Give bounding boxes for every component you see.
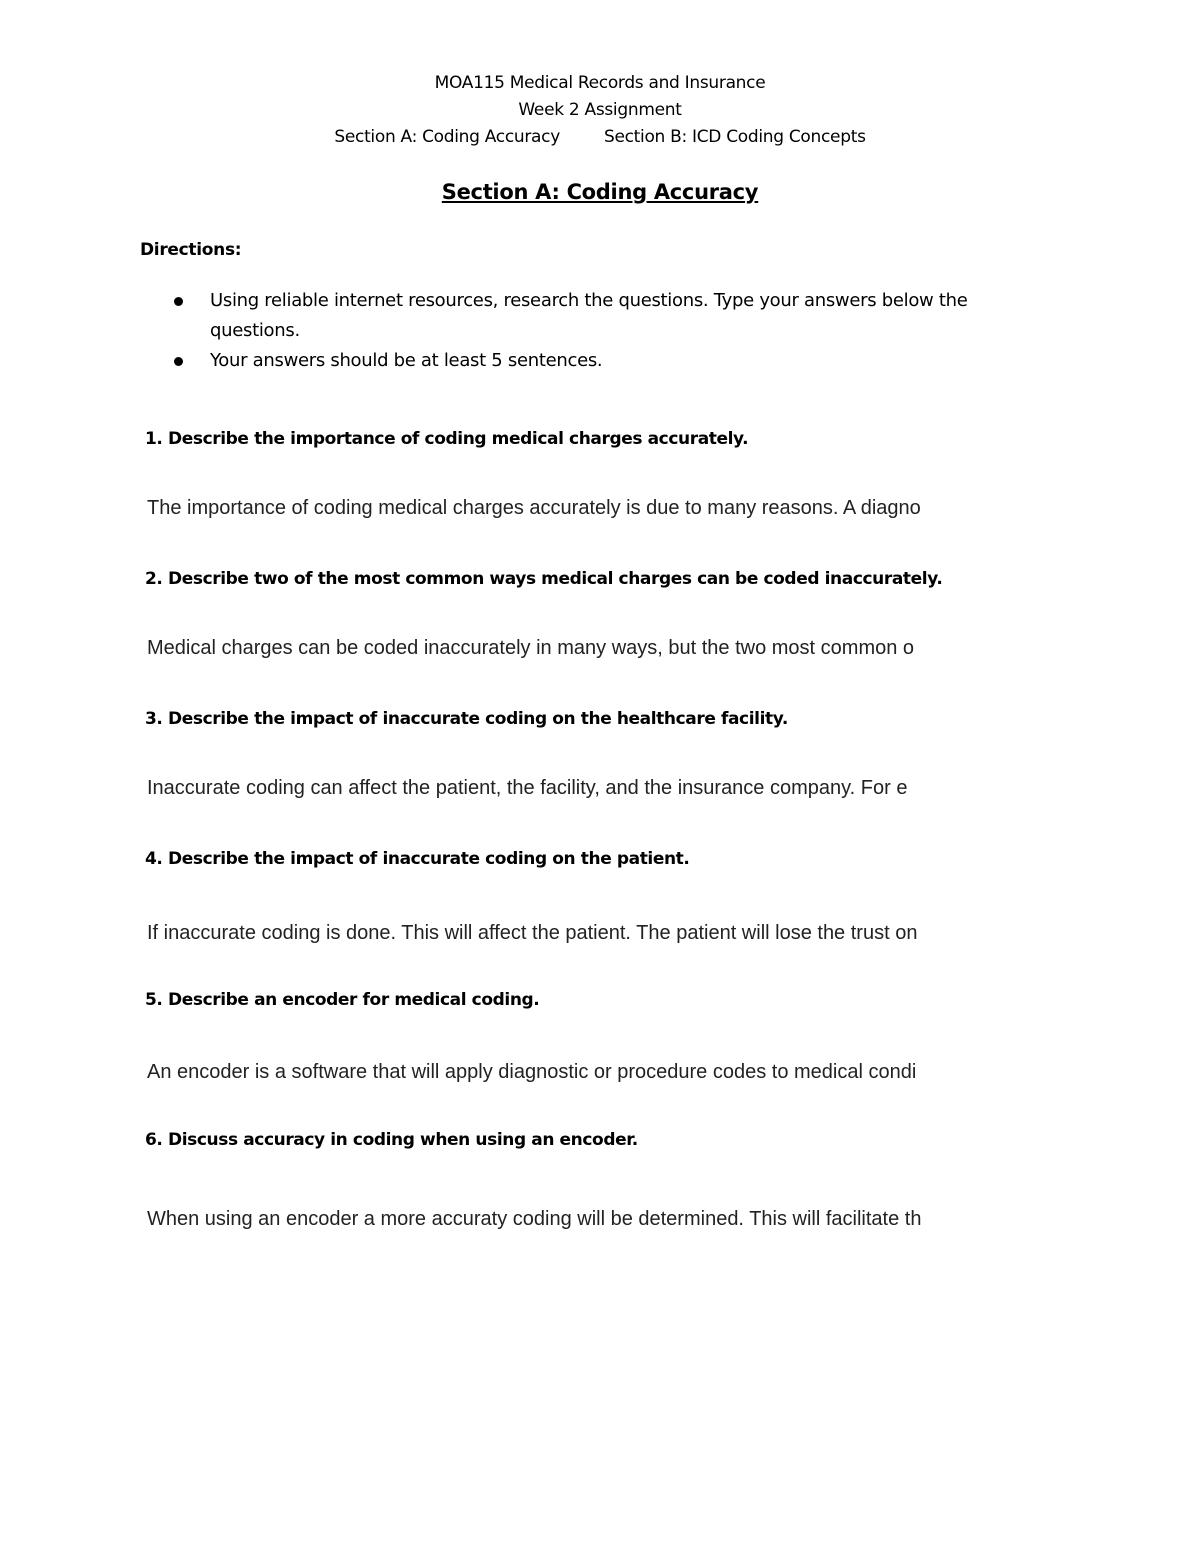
assignment-title: Week 2 Assignment xyxy=(518,100,682,120)
section-b-label: Section B: ICD Coding Concepts xyxy=(603,127,866,147)
question-2: 2. Describe two of the most common ways medical charges can be coded inaccurately. xyxy=(145,569,943,589)
question-6: 6. Discuss accuracy in coding when using an encoder. xyxy=(145,1130,638,1150)
answer-4: If inaccurate coding is done. This will affect the patient. The patient will lose the trust on xyxy=(147,922,918,944)
directions-label: Directions: xyxy=(140,240,242,260)
directions-item-text: Using reliable internet resources, research the questions. Type your answers below the questions. xyxy=(210,290,968,341)
question-4: 4. Describe the impact of inaccurate coding on the patient. xyxy=(145,849,690,869)
section-heading: Section A: Coding Accuracy xyxy=(441,180,759,204)
answer-6: When using an encoder a more accuraty coding will be determined. This will facilitate th xyxy=(147,1208,922,1230)
list-item xyxy=(174,286,1054,346)
question-5: 5. Describe an encoder for medical coding. xyxy=(145,990,540,1010)
bullet-icon xyxy=(174,357,183,366)
answer-2: Medical charges can be coded inaccurately in many ways, but the two most common o xyxy=(147,637,915,659)
list-item xyxy=(174,346,1054,376)
answer-1: The importance of coding medical charges accurately is due to many reasons. A diagno xyxy=(147,497,921,519)
course-title: MOA115 Medical Records and Insurance xyxy=(434,73,766,93)
bullet-icon xyxy=(174,297,183,306)
answer-5: An encoder is a software that will apply diagnostic or procedure codes to medical condi xyxy=(147,1061,917,1083)
directions-item-text: Your answers should be at least 5 sentences. xyxy=(210,350,603,371)
section-list xyxy=(0,127,1200,147)
directions-list xyxy=(174,286,1054,376)
question-1: 1. Describe the importance of coding medical charges accurately. xyxy=(145,429,749,449)
question-3: 3. Describe the impact of inaccurate coding on the healthcare facility. xyxy=(145,709,788,729)
answer-3: Inaccurate coding can affect the patient, the facility, and the insurance company. For e xyxy=(147,777,908,799)
section-a-label: Section A: Coding Accuracy xyxy=(334,127,560,147)
